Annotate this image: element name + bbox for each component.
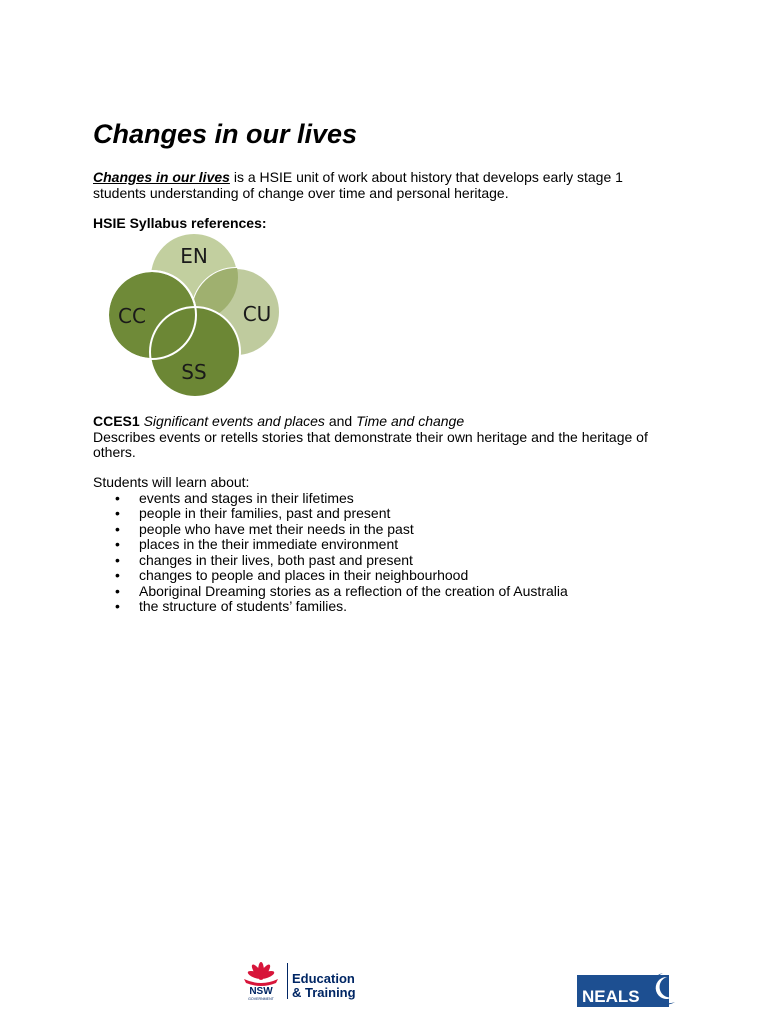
page-title: Changes in our lives — [93, 119, 358, 149]
venn-label-en: EN — [180, 244, 208, 268]
logo-divider — [287, 963, 288, 999]
waratah-icon — [244, 962, 278, 986]
bullet-icon: • — [115, 551, 120, 568]
outcome-connector: and — [328, 413, 353, 429]
bullet-icon: • — [115, 505, 120, 521]
syllabus-heading: HSIE Syllabus references: — [93, 215, 267, 231]
logo-education-text: Education — [292, 971, 355, 986]
bullet-icon: • — [115, 536, 120, 552]
list-item: • the structure of students’ families. — [115, 598, 348, 614]
logo-training-text: & Training — [292, 985, 356, 1000]
nsw-education-training-logo — [240, 957, 365, 1003]
intro-text-line2: students understanding of change over time and personal heritage. — [93, 185, 509, 201]
list-item: • places in the their immediate environment — [115, 536, 399, 552]
learn-section — [93, 475, 693, 615]
outcome-description: Describes events or retells stories that demonstrate their own heritage and the heritage of others. — [93, 428, 648, 460]
bullet-icon: • — [115, 582, 120, 599]
intro-paragraph — [93, 169, 693, 201]
nsw-wordmark: NSW — [249, 986, 273, 997]
list-item: • people in their families, past and present — [115, 505, 391, 521]
intro-unit-title: Changes in our lives — [93, 169, 230, 185]
neals-wordmark: NEALS — [582, 987, 640, 1006]
bullet-icon: • — [115, 567, 120, 583]
outcome-block — [93, 414, 693, 461]
syllabus-venn-diagram — [100, 232, 290, 402]
bullet-icon: • — [115, 489, 120, 506]
list-item: • people who have met their needs in the past — [115, 520, 414, 537]
neals-logo — [577, 969, 677, 1007]
list-item: • Aboriginal Dreaming stories as a reflection of the creation of Australia — [115, 582, 568, 599]
intro-text-line1: is a HSIE unit of work about history that develops early stage 1 — [229, 169, 623, 185]
learn-list — [93, 491, 693, 615]
list-item: • events and stages in their lifetimes — [115, 489, 354, 506]
outcome-topic-2: Time and change — [356, 413, 465, 429]
outcome-code: CCES1 — [93, 413, 140, 429]
venn-label-ss: SS — [181, 360, 207, 384]
outcome-topic-1: Significant events and places — [143, 413, 325, 429]
bullet-icon: • — [115, 520, 120, 537]
venn-label-cc: CC — [118, 304, 146, 328]
nsw-government-text: GOVERNMENT — [248, 997, 274, 1001]
list-item: • changes to people and places in their neighbourhood — [115, 567, 469, 583]
venn-label-cu: CU — [242, 302, 272, 326]
list-item: • changes in their lives, both past and present — [115, 551, 413, 568]
learn-intro: Students will learn about: — [93, 474, 250, 490]
bullet-icon: • — [115, 598, 120, 614]
